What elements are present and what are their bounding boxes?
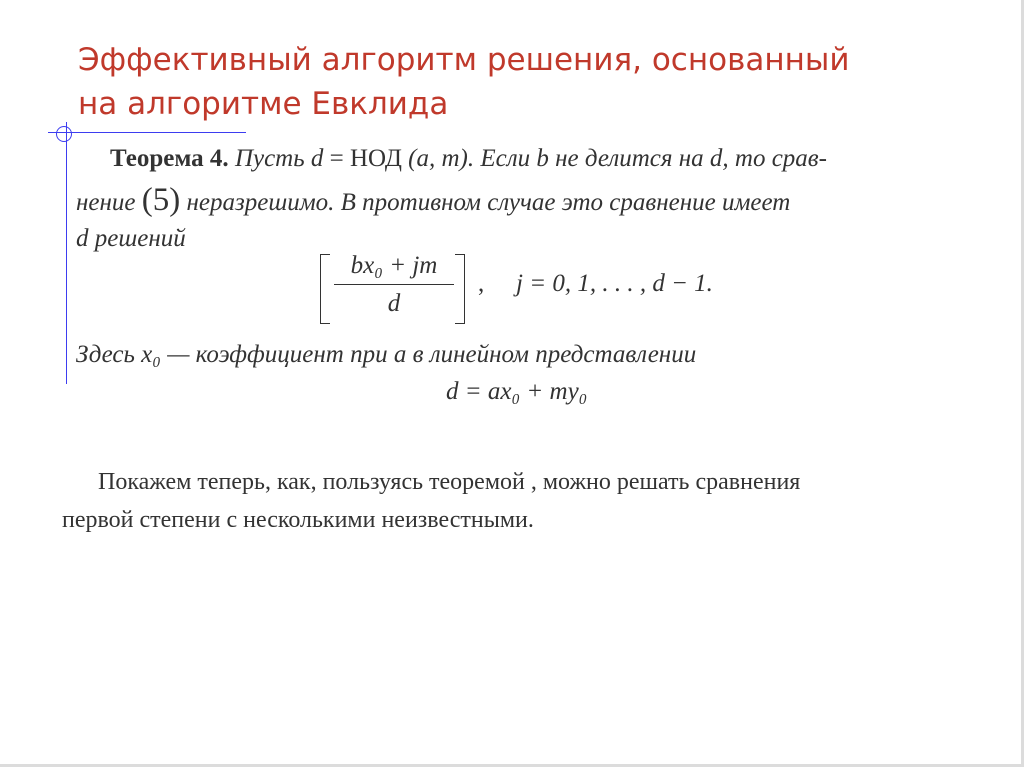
theorem-text-2b: неразрешимо. В противном случае это сравнение имеет <box>180 189 791 216</box>
right-bracket <box>455 254 465 324</box>
paragraph-line-2: первой степени с несколькими неизвестными. <box>62 507 534 533</box>
slide-title <box>78 38 1008 126</box>
left-bracket <box>320 254 330 324</box>
equation-ref: (5) <box>141 182 181 218</box>
crop-mark-icon <box>56 126 72 142</box>
note-line <box>76 336 696 374</box>
theorem-text-1b: . Если <box>467 145 537 172</box>
theorem-text-2a: нение <box>76 189 142 216</box>
theorem-label: Теорема 4. <box>110 145 229 172</box>
fraction-bar <box>334 284 454 285</box>
theorem-text-1a: Пусть <box>234 145 311 172</box>
note-text-b: — коэффициент при a в линейном представлении <box>160 341 697 368</box>
theorem-line-3: d решений <box>76 225 186 252</box>
theorem-text-1c: не делится на <box>548 145 710 172</box>
theorem-line-1 <box>110 140 827 178</box>
theorem-gcd: = НОД <box>323 145 409 172</box>
theorem-var-b: b <box>536 145 549 172</box>
theorem-text-1d: , то срав- <box>722 145 827 172</box>
crop-guide-horizontal <box>48 132 246 133</box>
theorem-line-2 <box>76 181 790 222</box>
note-var-x0: x₀ <box>141 341 161 368</box>
paragraph-line-1: Покажем теперь, как, пользуясь теоремой , можно решать сравнения <box>98 469 801 495</box>
theorem-var-d: d <box>310 145 324 172</box>
title-line-1: Эффективный алгоритм решения, основанный <box>78 42 850 78</box>
formula-numerator: bx₀ + jm <box>350 252 438 279</box>
theorem-var-d2: d <box>709 145 723 172</box>
formula-index-range: j = 0, 1, . . . , d − 1. <box>516 270 713 297</box>
formula-comma: , <box>478 270 485 297</box>
crop-guide-vertical <box>66 122 67 384</box>
title-line-2: на алгоритме Евклида <box>78 86 449 122</box>
formula-denominator: d <box>387 290 401 317</box>
linear-representation-equation: d = ax₀ + my₀ <box>446 378 588 405</box>
note-text-a: Здесь <box>76 341 142 368</box>
theorem-gcd-args: (a, m) <box>408 145 468 172</box>
